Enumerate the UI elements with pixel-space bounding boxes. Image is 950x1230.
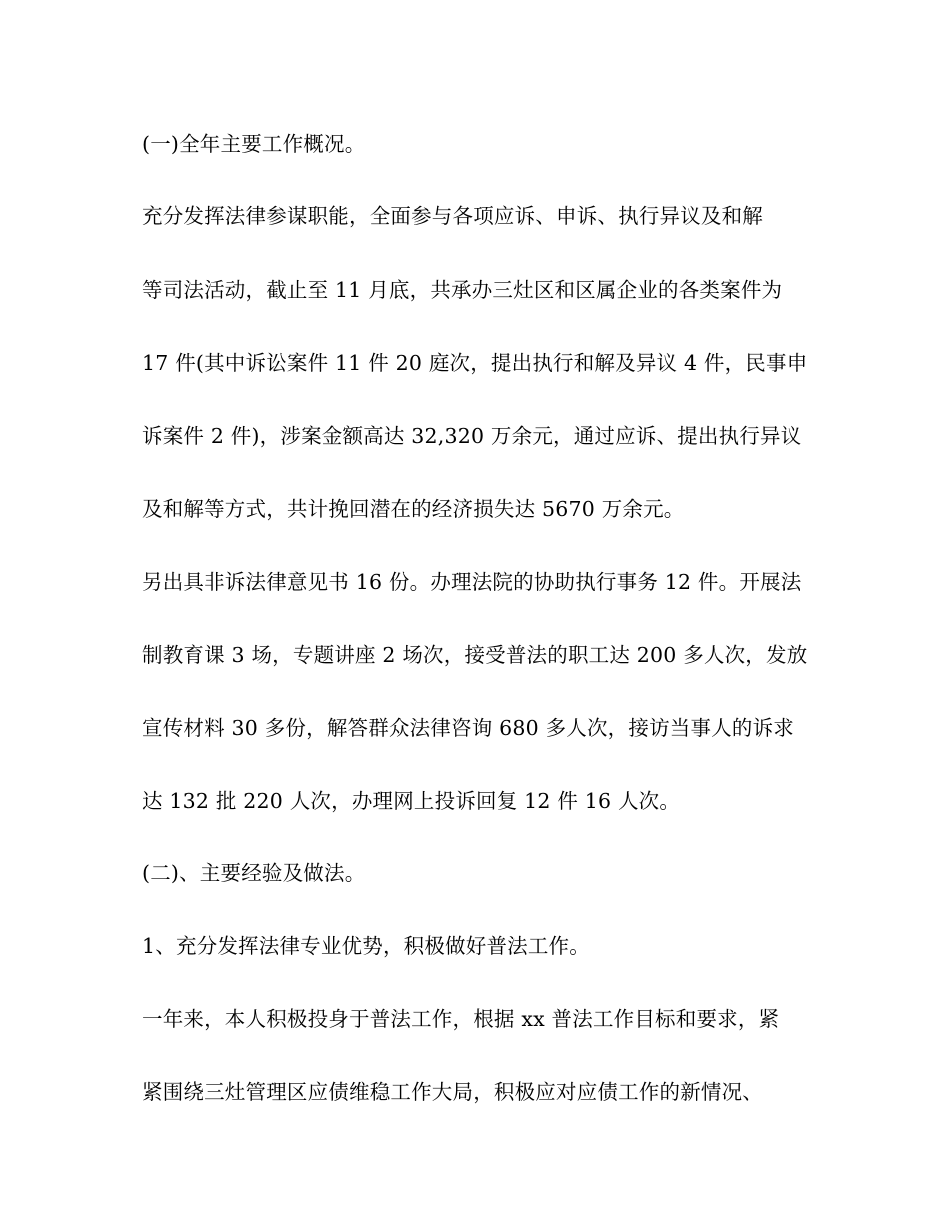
paragraph-line: 一年来，本人积极投身于普法工作，根据 xx 普法工作目标和要求，紧 (142, 1007, 780, 1031)
section-heading-2: (二)、主要经验及做法。 (142, 861, 366, 885)
paragraph-line: 紧围绕三灶管理区应债维稳工作大局，积极应对应债工作的新情况、 (142, 1080, 763, 1104)
paragraph-line: 充分发挥法律参谋职能，全面参与各项应诉、申诉、执行异议及和解 (142, 204, 763, 228)
paragraph-line: 宣传材料 30 多份，解答群众法律咨询 680 多人次，接访当事人的诉求 (142, 716, 794, 740)
paragraph-line: 17 件(其中诉讼案件 11 件 20 庭次，提出执行和解及异议 4 件，民事申 (142, 351, 808, 375)
paragraph-line: 制教育课 3 场，专题讲座 2 场次，接受普法的职工达 200 多人次，发放 (142, 643, 808, 667)
paragraph-line: 诉案件 2 件)，涉案金额高达 32,320 万余元，通过应诉、提出执行异议 (142, 424, 802, 448)
paragraph-line: 另出具非诉法律意见书 16 份。办理法院的协助执行事务 12 件。开展法 (142, 570, 802, 594)
paragraph-line: 达 132 批 220 人次，办理网上投诉回复 12 件 16 人次。 (142, 789, 681, 813)
paragraph-line: 等司法活动，截止至 11 月底，共承办三灶区和区属企业的各类案件为 (142, 278, 783, 302)
subsection-heading: 1、充分发挥法律专业优势，积极做好普法工作。 (142, 934, 590, 958)
paragraph-line: 及和解等方式，共计挽回潜在的经济损失达 5670 万余元。 (142, 497, 685, 521)
section-heading-1: (一)全年主要工作概况。 (142, 132, 366, 156)
